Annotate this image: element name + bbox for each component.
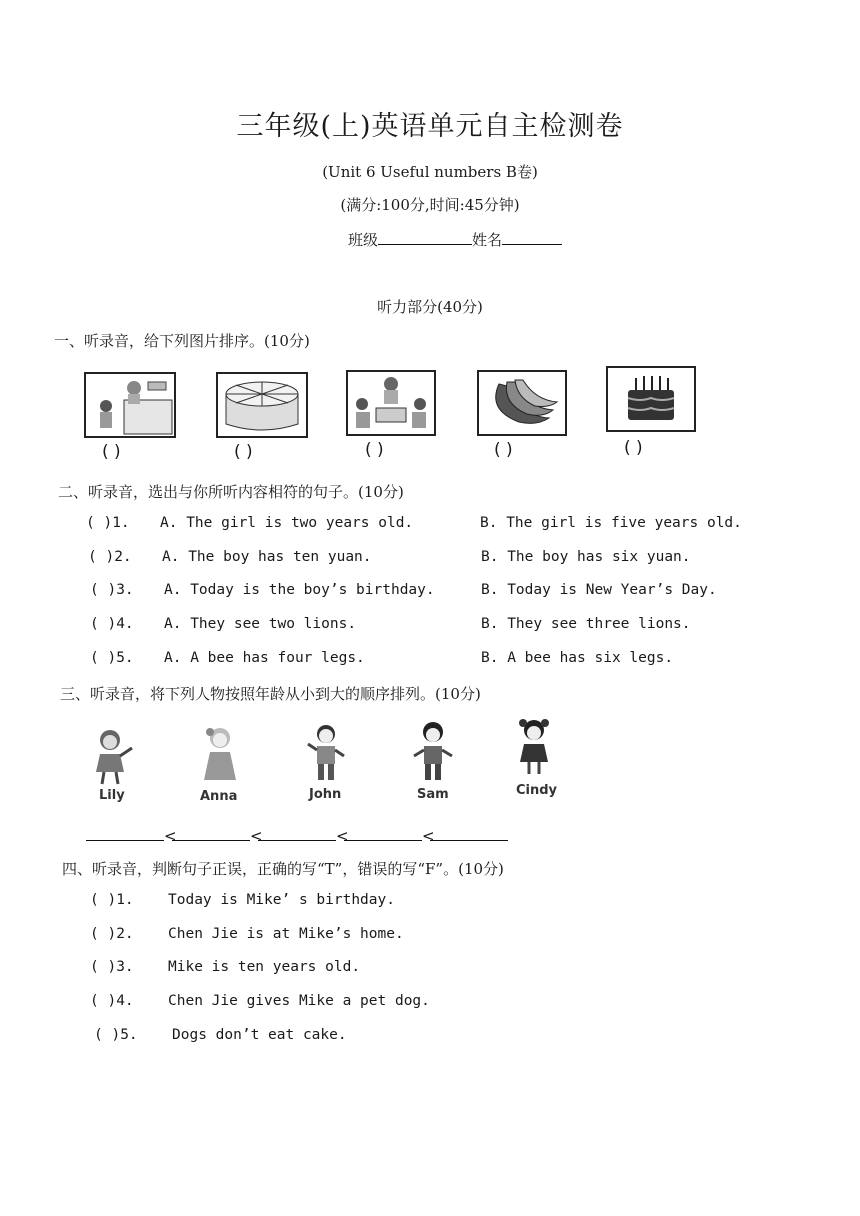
- less-than-sign: <: [336, 827, 349, 845]
- less-than-sign: <: [164, 827, 177, 845]
- age-order-blank-2[interactable]: [172, 826, 250, 841]
- sec4-item-1-number[interactable]: ( )1.: [90, 892, 134, 908]
- age-order-blank-5[interactable]: [430, 826, 508, 841]
- order-blank-2[interactable]: ( ): [234, 442, 253, 462]
- person-label-john: John: [309, 787, 342, 802]
- cindy-figure: [514, 718, 554, 778]
- age-order-blank-3[interactable]: [258, 826, 336, 841]
- page-title: 三年级(上)英语单元自主检测卷: [236, 111, 624, 142]
- order-blank-4[interactable]: ( ): [494, 440, 513, 460]
- unit-subtitle: (Unit 6 Useful numbers B卷): [322, 163, 538, 181]
- sec4-item-4-text: Chen Jie gives Mike a pet dog.: [168, 993, 430, 1009]
- sec2-item-1-option-b: B. The girl is five years old.: [480, 515, 742, 531]
- sec4-item-4-number[interactable]: ( )4.: [90, 993, 134, 1009]
- sec2-item-4-option-a: A. They see two lions.: [164, 616, 357, 632]
- class-blank[interactable]: [378, 230, 472, 245]
- sec2-item-2-number[interactable]: ( )2.: [88, 549, 132, 565]
- anna-figure: [198, 724, 242, 786]
- less-than-sign: <: [250, 827, 263, 845]
- sec2-item-3-option-a: A. Today is the boy’s birthday.: [164, 582, 435, 598]
- section1-title: 一、听录音，给下列图片排序。(10分): [54, 332, 310, 350]
- shop-scene-picture: [84, 372, 176, 438]
- order-blank-3[interactable]: ( ): [365, 440, 384, 460]
- sec2-item-2-option-a: A. The boy has ten yuan.: [162, 549, 372, 565]
- person-label-cindy: Cindy: [516, 783, 558, 798]
- age-order-blank-4[interactable]: [344, 826, 422, 841]
- class-label: 班级: [348, 231, 379, 249]
- cake-slices-picture: [216, 372, 308, 438]
- order-blank-5[interactable]: ( ): [624, 438, 643, 458]
- sec2-item-5-number[interactable]: ( )5.: [90, 650, 134, 666]
- student-info-row: [348, 229, 562, 250]
- sec4-item-1-text: Today is Mike’ s birthday.: [168, 892, 395, 908]
- lily-figure: [88, 726, 136, 786]
- listening-section-title: 听力部分(40分): [377, 298, 483, 316]
- sec4-item-2-number[interactable]: ( )2.: [90, 926, 134, 942]
- score-time-info: (满分:100分,时间:45分钟): [340, 196, 520, 214]
- sec2-item-5-option-b: B. A bee has six legs.: [481, 650, 674, 666]
- age-order-blank-1[interactable]: [86, 826, 164, 841]
- sec4-item-5-text: Dogs don’t eat cake.: [172, 1027, 347, 1043]
- birthday-party-picture: [346, 370, 436, 436]
- person-label-lily: Lily: [99, 788, 125, 803]
- sec2-item-4-option-b: B. They see three lions.: [481, 616, 691, 632]
- sec2-item-1-number[interactable]: ( )1.: [86, 515, 130, 531]
- name-label: 姓名: [472, 231, 503, 249]
- sec2-item-1-option-a: A. The girl is two years old.: [160, 515, 414, 531]
- person-label-anna: Anna: [200, 789, 238, 804]
- name-blank[interactable]: [502, 230, 562, 245]
- section3-title: 三、听录音，将下列人物按照年龄从小到大的顺序排列。(10分): [60, 685, 481, 703]
- sec2-item-3-option-b: B. Today is New Year’s Day.: [481, 582, 717, 598]
- bananas-picture: [477, 370, 567, 436]
- sam-figure: [412, 720, 454, 784]
- order-blank-1[interactable]: ( ): [102, 442, 121, 462]
- person-label-sam: Sam: [417, 787, 449, 802]
- birthday-cake-picture: [606, 366, 696, 432]
- sec4-item-3-text: Mike is ten years old.: [168, 959, 361, 975]
- sec4-item-2-text: Chen Jie is at Mike’s home.: [168, 926, 404, 942]
- john-figure: [306, 722, 346, 784]
- sec4-item-3-number[interactable]: ( )3.: [90, 959, 134, 975]
- less-than-sign: <: [422, 827, 435, 845]
- sec2-item-3-number[interactable]: ( )3.: [90, 582, 134, 598]
- sec2-item-5-option-a: A. A bee has four legs.: [164, 650, 365, 666]
- sec2-item-2-option-b: B. The boy has six yuan.: [481, 549, 691, 565]
- sec2-item-4-number[interactable]: ( )4.: [90, 616, 134, 632]
- section4-title: 四、听录音，判断句子正误，正确的写“T”，错误的写“F”。(10分): [62, 860, 504, 878]
- section2-title: 二、听录音，选出与你所听内容相符的句子。(10分): [58, 483, 404, 501]
- sec4-item-5-number[interactable]: ( )5.: [94, 1027, 138, 1043]
- age-order-row: [86, 826, 508, 845]
